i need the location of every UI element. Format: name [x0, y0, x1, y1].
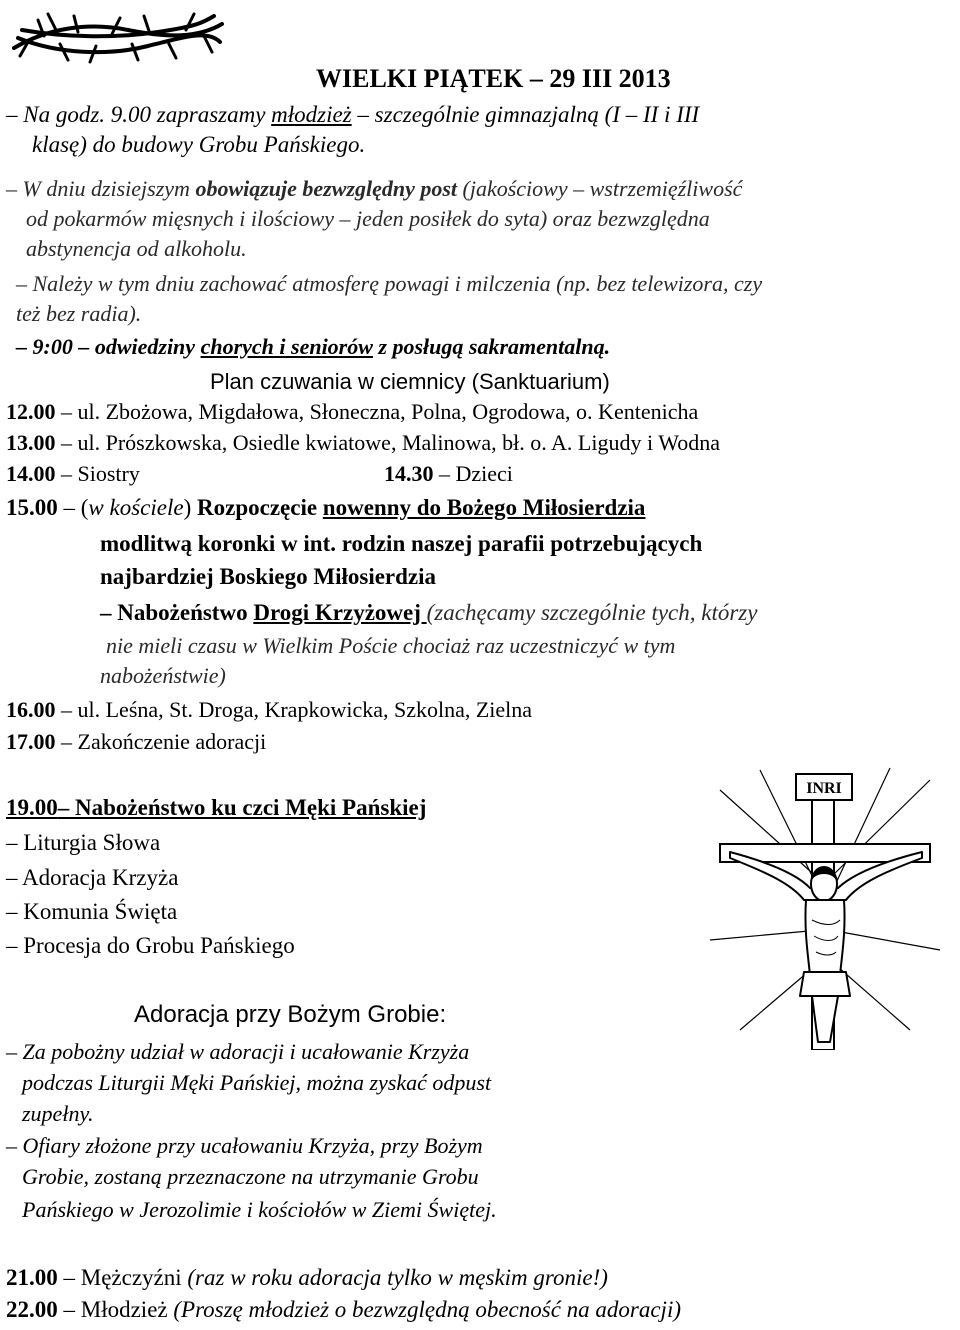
intro-line-6: – Należy w tym dniu zachować atmosferę powagi i milczenia (np. bez telewizora, czy [16, 271, 763, 296]
vigil-row-17: 17.00 – Zakończenie adoracji [6, 729, 267, 754]
evening-row: 21.00 – Mężczyźni (raz w roku adoracja tylko w męskim gronie!) [6, 1265, 608, 1290]
vigil-row: 14.30 – Dzieci [384, 461, 513, 486]
vigil-row: 12.00 – ul. Zbożowa, Migdałowa, Słoneczna, Polna, Ogrodowa, o. Kentenicha [6, 399, 699, 424]
chaplet-line: najbardziej Boskiego Miłosierdzia [100, 564, 437, 589]
intro-line-5: abstynencja od alkoholu. [26, 236, 247, 261]
adoration-line: podczas Liturgii Męki Pańskiej, można zyskać odpust [22, 1070, 492, 1095]
adoration-line: – Za pobożny udział w adoracji i ucałowanie Krzyża [6, 1039, 470, 1064]
way-of-cross-line: – Nabożeństwo Drogi Krzyżowej (zachęcamy szczególnie tych, którzy [100, 600, 758, 625]
adoration-line: – Ofiary złożone przy ucałowaniu Krzyża, przy Bożym [6, 1133, 483, 1158]
liturgy-item: – Komunia Święta [6, 899, 178, 924]
intro-line-4: od pokarmów mięsnych i ilościowy – jeden posiłek do syta) oraz bezwzględna [26, 206, 710, 231]
intro-line-8: – 9:00 – odwiedziny chorych i seniorów z posługą sakramentalną. [16, 334, 611, 359]
adoration-line: zupełny. [22, 1101, 94, 1126]
way-of-cross-note: nie mieli czasu w Wielkim Poście chociaż raz uczestniczyć w tym [106, 633, 676, 658]
intro-line-3: – W dniu dzisiejszym obowiązuje bezwzględny post (jakościowy – wstrzemięźliwość [6, 176, 743, 201]
intro-line-1: – Na godz. 9.00 zapraszamy młodzież – szczególnie gimnazjalną (I – II i III [6, 102, 700, 127]
intro-youth: młodzież [271, 102, 352, 127]
vigil-row: 13.00 – ul. Prószkowska, Osiedle kwiatowe, Malinowa, bł. o. A. Ligudy i Wodna [6, 430, 720, 455]
adoration-line: Grobie, zostaną przeznaczone na utrzymanie Grobu [22, 1164, 479, 1189]
page-title: WIELKI PIĄTEK – 29 III 2013 [316, 64, 671, 93]
liturgy-item: – Liturgia Słowa [6, 830, 161, 855]
liturgy-heading: 19.00– Nabożeństwo ku czci Męki Pańskiej [6, 795, 427, 820]
vigil-row: 14.00 – Siostry [6, 461, 140, 486]
crown-of-thorns-icon [8, 8, 228, 68]
liturgy-item: – Adoracja Krzyża [6, 865, 179, 890]
vigil-heading: Plan czuwania w ciemnicy (Sanktuarium) [210, 369, 610, 394]
intro-line-7: też bez radia). [16, 301, 142, 326]
crucifix-icon [700, 760, 950, 1050]
adoration-heading: Adoracja przy Bożym Grobie: [134, 1001, 447, 1028]
liturgy-item: – Procesja do Grobu Pańskiego [6, 933, 295, 958]
way-of-cross-note: nabożeństwie) [100, 663, 226, 688]
adoration-line: Pańskiego w Jerozolimie i kościołów w Ziemi Świętej. [22, 1197, 497, 1222]
inri-inscription: INRI [806, 780, 842, 797]
chaplet-line: modlitwą koronki w int. rodzin naszej parafii potrzebujących [100, 531, 703, 556]
intro-line-2: klasę) do budowy Grobu Pańskiego. [32, 132, 366, 157]
vigil-row-15: 15.00 – (w kościele) Rozpoczęcie nowenny do Bożego Miłosierdzia [6, 495, 646, 520]
evening-row: 22.00 – Młodzież (Proszę młodzież o bezwzględną obecność na adoracji) [6, 1297, 681, 1322]
vigil-row-16: 16.00 – ul. Leśna, St. Droga, Krapkowicka, Szkolna, Zielna [6, 697, 533, 722]
